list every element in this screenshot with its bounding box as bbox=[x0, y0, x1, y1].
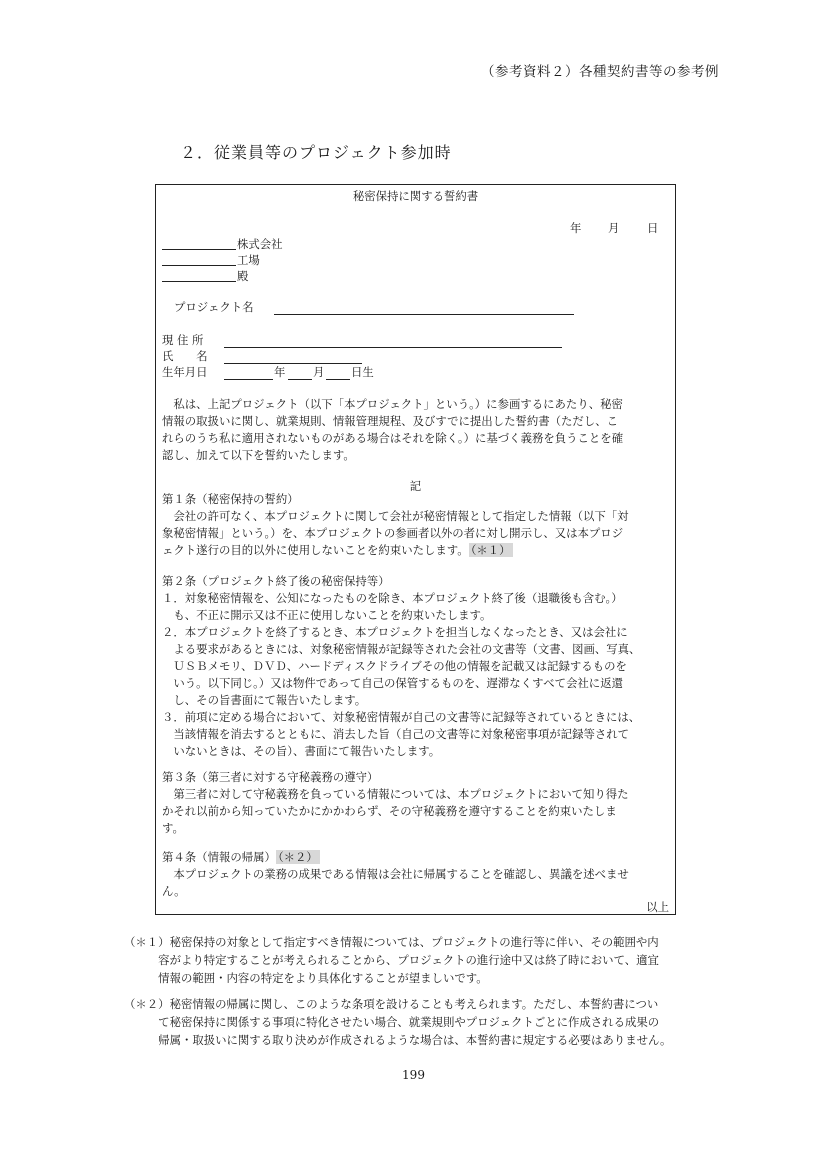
intro-line: 私は、上記プロジェクト（以下「本プロジェクト」という。）に参画するにあたり、秘密 bbox=[162, 397, 623, 411]
name-label: 氏 名 bbox=[162, 349, 208, 363]
project-name-field[interactable] bbox=[274, 314, 574, 315]
footnote-line: て秘密保持に関係する事項に特化させたい場合、就業規則やプロジェクトごとに作成される成果の bbox=[124, 1015, 660, 1029]
article-line: ２．本プロジェクトを終了するとき、本プロジェクトを担当しなくなったとき、又は会社に bbox=[162, 625, 628, 639]
pledge-form bbox=[155, 184, 676, 915]
article-line: 第三者に対して守秘義務を負っている情報については、本プロジェクトにおいて知り得た bbox=[162, 787, 629, 801]
birth-year-field[interactable] bbox=[224, 379, 273, 380]
birth-month-label: 月 bbox=[313, 365, 325, 379]
addressee-blank[interactable] bbox=[162, 281, 236, 282]
article-line: ＵＳＢメモリ、ＤＶＤ、ハードディスクドライブその他の情報を記載又は記録するものを bbox=[162, 659, 627, 673]
footnote-line: 容がより特定することが考えられることから、プロジェクトの進行途中又は終了時において、適宜 bbox=[124, 953, 659, 967]
footnote-1 bbox=[124, 933, 659, 987]
article-title: 第１条（秘密保持の誓約） bbox=[162, 492, 299, 506]
company-label: 株式会社 bbox=[237, 237, 283, 251]
article-line: も、不正に開示又は不正に使用しないことを約束いたします。 bbox=[162, 608, 492, 622]
article-line: ん。 bbox=[162, 884, 186, 898]
article-line: す。 bbox=[162, 821, 184, 835]
intro-line: れらのうち私に適用されないものがある場合はそれを除く。）に基づく義務を負うことを確 bbox=[162, 431, 624, 445]
factory-label: 工場 bbox=[237, 253, 260, 267]
address-field[interactable] bbox=[224, 347, 562, 348]
birth-year-label: 年 bbox=[274, 365, 286, 379]
project-name-label: プロジェクト名 bbox=[174, 300, 254, 314]
article-line: かそれ以前から知っていたかにかかわらず、その守秘義務を遵守することを約束いたしま bbox=[162, 804, 617, 818]
article-line: ３．前項に定める場合において、対象秘密情報が自己の文書等に記録等されているときには、 bbox=[162, 710, 641, 724]
article-3 bbox=[162, 769, 629, 837]
intro-line: 認し、加えて以下を誓約いたします。 bbox=[162, 448, 355, 462]
birth-day-field[interactable] bbox=[326, 379, 350, 380]
date-day: 日 bbox=[647, 221, 659, 235]
honorific-label: 殿 bbox=[237, 269, 249, 283]
article-line: １．対象秘密情報を、公知になったものを除き、本プロジェクト終了後（退職後も含む。） bbox=[162, 591, 623, 605]
footnote-line: （＊２）秘密情報の帰属に関し、このような条項を設けることも考えられます。ただし、本誓約書につい bbox=[124, 997, 659, 1011]
factory-blank[interactable] bbox=[162, 265, 236, 266]
footnote-ref-1: （＊１） bbox=[470, 543, 511, 557]
article-line: いないときは、その旨）、書面にて報告いたします。 bbox=[162, 744, 441, 758]
intro-paragraph bbox=[162, 396, 623, 464]
article-title: 第４条（情報の帰属） bbox=[162, 850, 276, 864]
article-line: 本プロジェクトの業務の成果である情報は会社に帰属することを確認し、異議を述べませ bbox=[162, 867, 629, 881]
name-field[interactable] bbox=[224, 363, 362, 364]
article-line: ェクト遂行の目的以外に使用しないことを約束いたします。 bbox=[162, 543, 469, 557]
closing-text: 以上 bbox=[646, 900, 669, 914]
article-line: いう。以下同じ。）又は物件であって自己の保管するものを、遅滞なくすべて会社に返還 bbox=[162, 676, 623, 690]
article-4 bbox=[162, 849, 629, 900]
article-line: よる要求があるときには、対象秘密情報が記録等された会社の文書等（文書、図画、写真、 bbox=[162, 642, 641, 656]
article-title: 第３条（第三者に対する守秘義務の遵守） bbox=[162, 770, 379, 784]
section-title: ２．従業員等のプロジェクト参加時 bbox=[180, 143, 452, 162]
form-title: 秘密保持に関する誓約書 bbox=[352, 189, 479, 203]
reference-header: （参考資料２）各種契約書等の参考例 bbox=[481, 64, 719, 80]
article-line: 当該情報を消去するとともに、消去した旨（自己の文書等に対象秘密事項が記録等されて bbox=[162, 727, 630, 741]
footnote-2 bbox=[124, 995, 671, 1049]
article-line: し、その旨書面にて報告いたします。 bbox=[162, 693, 367, 707]
footnote-line: （＊１）秘密保持の対象として指定すべき情報については、プロジェクトの進行等に伴い、その範囲や内 bbox=[124, 935, 659, 949]
article-2 bbox=[162, 573, 640, 760]
date-year: 年 bbox=[570, 221, 582, 235]
address-label: 現 住 所 bbox=[162, 333, 204, 347]
article-line: 会社の許可なく、本プロジェクトに関して会社が秘密情報として指定した情報（以下「対 bbox=[162, 509, 629, 523]
footnote-line: 情報の範囲・内容の特定をより具体化することが望ましいです。 bbox=[124, 971, 488, 985]
date-month: 月 bbox=[608, 221, 620, 235]
article-title: 第２条（プロジェクト終了後の秘密保持等） bbox=[162, 574, 390, 588]
company-blank[interactable] bbox=[162, 249, 236, 250]
birth-day-label: 日生 bbox=[351, 365, 374, 379]
intro-line: 情報の取扱いに関し、就業規則、情報管理規程、及びすでに提出した誓約書（ただし、こ bbox=[162, 414, 618, 428]
birth-month-field[interactable] bbox=[288, 379, 312, 380]
footnote-line: 帰属・取扱いに関する取り決めが作成されるような場合は、本誓約書に規定する必要はありません。 bbox=[124, 1033, 672, 1047]
birth-label: 生年月日 bbox=[162, 365, 208, 379]
ki-heading: 記 bbox=[409, 479, 422, 493]
page-number: 199 bbox=[402, 1068, 425, 1082]
footnote-ref-2: （＊２） bbox=[277, 850, 318, 864]
article-line: 象秘密情報」という。）を、本プロジェクトの参画者以外の者に対し開示し、又は本プロジ bbox=[162, 526, 624, 540]
article-1 bbox=[162, 491, 629, 559]
